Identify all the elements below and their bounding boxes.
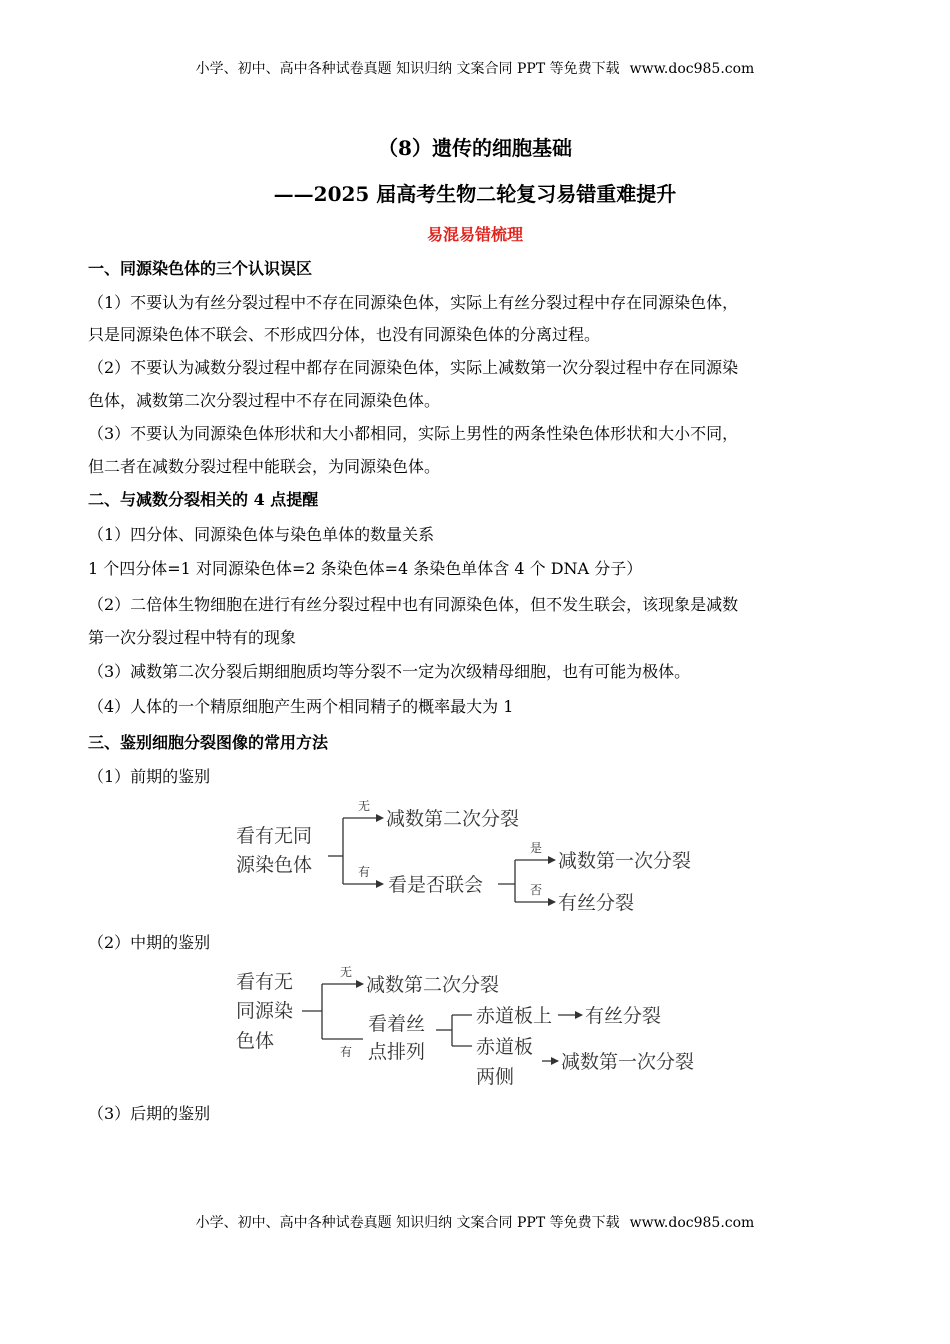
d2-label-no: 无: [340, 965, 353, 979]
section1-line: 但二者在减数分裂过程中能联会，为同源染色体。: [88, 457, 441, 476]
d2-root-line1: 看有无: [236, 971, 294, 993]
d2-node-line2: 点排列: [368, 1041, 426, 1063]
section1-line: （1）不要认为有丝分裂过程中不存在同源染色体，实际上有丝分裂过程中存在同源染色体，: [88, 293, 739, 312]
metaphase-diagram: [230, 958, 730, 1098]
d2-branch2-line2: 两侧: [476, 1066, 515, 1088]
section3-sub1: （1）前期的鉴别: [88, 767, 211, 786]
section2-line: 第一次分裂过程中特有的现象: [88, 628, 297, 647]
d2-label-yes: 有: [340, 1045, 353, 1059]
section1-line: （2）不要认为减数分裂过程中都存在同源染色体，实际上减数第一次分裂过程中存在同源染: [88, 358, 739, 377]
d2-root-line2: 同源染: [236, 1000, 294, 1022]
d1-label-fou: 否: [530, 883, 543, 897]
section2-line: （4）人体的一个精原细胞产生两个相同精子的概率最大为 1: [88, 697, 514, 716]
footer-url[interactable]: www.doc985.com: [629, 1215, 755, 1231]
section3-heading: 三、鉴别细胞分裂图像的常用方法: [88, 733, 329, 752]
d1-root-line2: 源染色体: [236, 854, 313, 876]
section3-sub2: （2）中期的鉴别: [88, 933, 211, 952]
d2-node-line1: 看着丝: [368, 1013, 426, 1035]
header-text: 小学、初中、高中各种试卷真题 知识归纳 文案合同 PPT 等免费下载: [195, 61, 620, 77]
d1-label-shi: 是: [530, 841, 543, 855]
section2-line: 1 个四分体=1 对同源染色体=2 条染色体=4 条染色单体含 4 个 DNA 分子）: [88, 559, 643, 578]
section2-heading: 二、与减数分裂相关的 4 点提醒: [88, 490, 319, 509]
section3-sub3: （3）后期的鉴别: [88, 1104, 211, 1123]
page-title: （8）遗传的细胞基础: [378, 136, 572, 160]
section2-line: （2）二倍体生物细胞在进行有丝分裂过程中也有同源染色体，但不发生联会，该现象是减数: [88, 595, 739, 614]
section-label: 易混易错梳理: [426, 225, 523, 244]
page-header: [0, 58, 950, 78]
footer-text: 小学、初中、高中各种试卷真题 知识归纳 文案合同 PPT 等免费下载: [195, 1215, 620, 1231]
section2-line: （1）四分体、同源染色体与染色单体的数量关系: [88, 525, 435, 544]
section1-line: 色体，减数第二次分裂过程中不存在同源染色体。: [88, 391, 441, 410]
section1-line: 只是同源染色体不联会、不形成四分体，也没有同源染色体的分离过程。: [88, 325, 601, 344]
d1-node: 看是否联会: [388, 874, 484, 896]
header-url[interactable]: www.doc985.com: [629, 61, 755, 77]
d2-outcome1: 有丝分裂: [585, 1005, 662, 1027]
d1-label-yes: 有: [358, 865, 371, 879]
d1-root-line1: 看有无同: [236, 825, 313, 847]
section2-line: （3）减数第二次分裂后期细胞质均等分裂不一定为次级精母细胞，也有可能为极体。: [88, 662, 691, 681]
d1-outcome-no: 减数第二次分裂: [386, 808, 520, 830]
page-footer: [0, 1212, 950, 1232]
d1-outcome-shi: 减数第一次分裂: [558, 850, 692, 872]
d1-label-no: 无: [358, 799, 371, 813]
d2-outcome2: 减数第一次分裂: [561, 1051, 695, 1073]
d2-outcome-no: 减数第二次分裂: [366, 974, 500, 996]
d2-root-line3: 色体: [236, 1030, 275, 1052]
d2-branch2-line1: 赤道板: [476, 1036, 534, 1058]
d1-outcome-fou: 有丝分裂: [558, 892, 635, 914]
section1-heading: 一、同源染色体的三个认识误区: [88, 259, 313, 278]
prophase-diagram: [230, 792, 730, 922]
d2-branch1: 赤道板上: [476, 1005, 553, 1027]
section1-line: （3）不要认为同源染色体形状和大小都相同，实际上男性的两条性染色体形状和大小不同，: [88, 424, 739, 443]
page-subtitle: ——2025 届高考生物二轮复习易错重难提升: [273, 182, 677, 206]
